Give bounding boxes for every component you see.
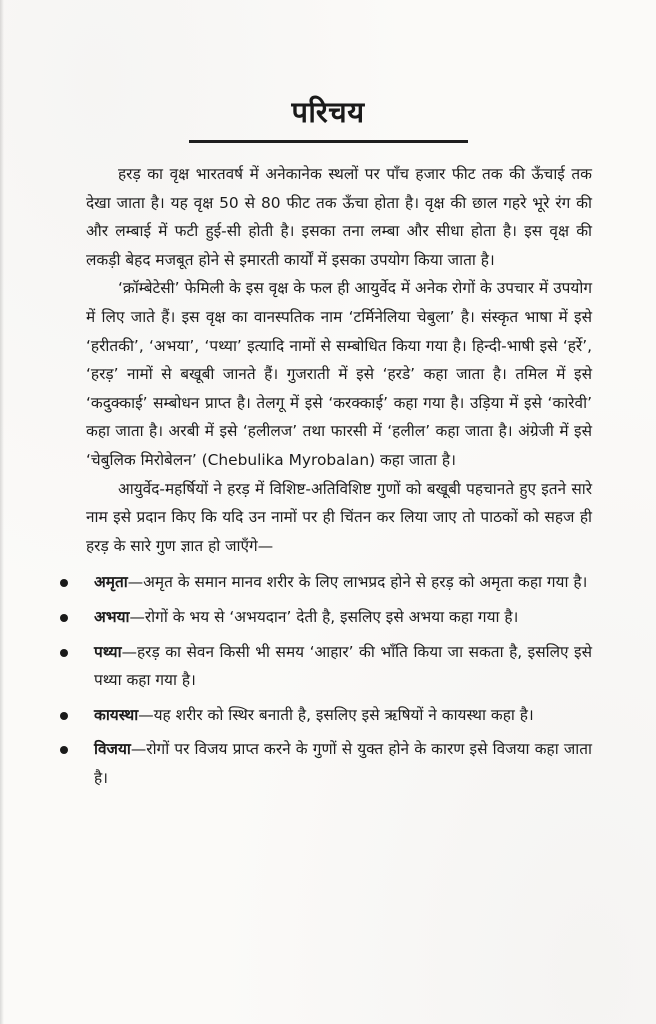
list-item — [86, 701, 592, 730]
page-title: परिचय — [291, 95, 365, 129]
list-item-text: —रोगों के भय से ‘अभयदान’ देती है, इसलिए इसे अभया कहा गया है। — [129, 607, 519, 626]
bullet-icon — [60, 579, 68, 587]
bullet-icon — [60, 746, 68, 754]
paragraph-names: ‘क्रॉम्बेटेसी’ फेमिली के इस वृक्ष के फल ही आयुर्वेद में अनेक रोगों के उपचार में उपयोग में लिए जाते हैं। इस वृक्ष का वानस्पतिक नाम ‘टर्मिनेलिया चेबुला’ है। संस्कृत भाषा में इसे ‘हरीतकी’, ‘अभया’, ‘पथ्या’ इत्यादि नामों से सम्बोधित किया गया है। हिन्दी-भाषी इसे ‘हर्रे’, ‘हरड़’ नामों से बखूबी जानते हैं। गुजराती में इसे ‘हरडे’ कहा जाता है। तमिल में इसे ‘कदुक्काई’ सम्बोधन प्राप्त है। तेलगू में इसे ‘करक्काई’ कहा गया है। उड़िया में इसे ‘कारेवी’ कहा जाता है। अरबी में इसे ‘हलीलज’ तथा फारसी में ‘हलील’ कहा जाता है। अंग्रेजी में इसे ‘चेबुलिक मिरोबेलन’ (Chebulika Myrobalan) कहा जाता है। — [86, 279, 592, 469]
list-item-term: पथ्या — [94, 642, 122, 661]
list-item-text: —हरड़ का सेवन किसी भी समय ‘आहार’ की भाँति किया जा सकता है, इसलिए इसे पथ्या कहा गया है। — [94, 642, 592, 690]
list-item — [86, 568, 592, 597]
list-item-text: —रोगों पर विजय प्राप्त करने के गुणों से युक्त होने के कारण इसे विजया कहा जाता है। — [94, 740, 592, 787]
bullet-icon — [60, 614, 68, 622]
list-item-term: विजया — [94, 740, 131, 759]
list-item-term: कायस्था — [94, 705, 139, 724]
list-item-term: अभया — [94, 607, 130, 626]
page-body — [86, 160, 592, 798]
list-item-text: —यह शरीर को स्थिर बनाती है, इसलिए इसे ऋषियों ने कायस्था कहा है। — [138, 705, 534, 724]
paragraph-intro: हरड़ का वृक्ष भारतवर्ष में अनेकानेक स्थलों पर पाँच हजार फीट तक की ऊँचाई तक देखा जाता है। यह वृक्ष 50 से 80 फीट तक ऊँचा होता है। वृक्ष की छाल गहरे भूरे रंग की और लम्बाई में फटी हुई-सी होती है। इसका तना लम्बा और सीधा होता है। इस वृक्ष की लकड़ी बेहद मजबूत होने से इमारती कार्यों में इसका उपयोग किया जाता है। — [86, 165, 592, 269]
qualities-list — [86, 568, 592, 792]
title-underline — [189, 140, 468, 143]
list-item — [86, 603, 592, 632]
list-item — [86, 735, 592, 792]
list-item-term: अमृता — [94, 573, 128, 592]
list-item — [86, 638, 592, 695]
bullet-icon — [60, 649, 68, 657]
list-item-text: —अमृत के समान मानव शरीर के लिए लाभप्रद होने से हरड़ को अमृता कहा गया है। — [127, 573, 588, 592]
paragraph-qualities: आयुर्वेद-महर्षियों ने हरड़ में विशिष्ट-अतिविशिष्ट गुणों को बखूबी पहचानते हुए इतने सारे नाम इसे प्रदान किए कि यदि उन नामों पर ही चिंतन कर लिया जाए तो पाठकों को सहज ही हरड़ के सारे गुण ज्ञात हो जाएँगे— — [86, 479, 592, 555]
page-binding-shadow — [0, 0, 4, 1024]
bullet-icon — [60, 712, 68, 720]
